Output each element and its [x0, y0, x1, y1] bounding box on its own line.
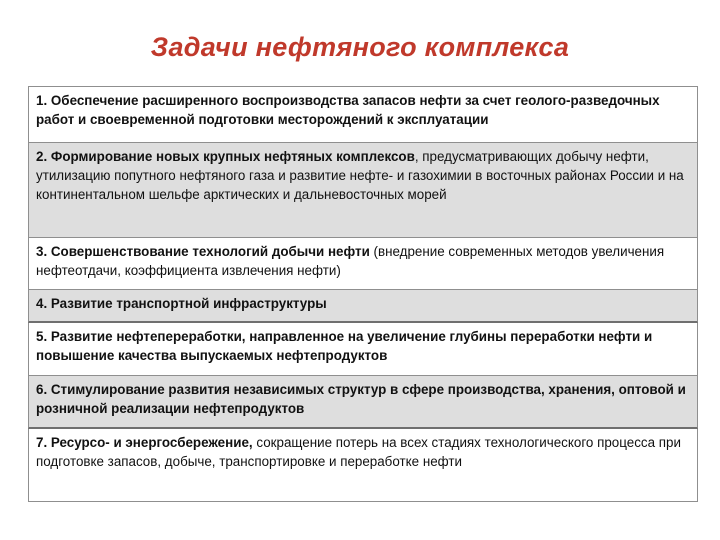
- task-heading: 6. Стимулирование развития независимых структур в сфере производства, хранения, оптовой и розничной реализации нефтепродуктов: [36, 382, 686, 416]
- page-title: Задачи нефтяного комплекса: [150, 32, 570, 62]
- task-description: сокращение потерь на всех стадиях технологического процесса при подготовке запасов, добыче, транспортировке и переработке нефти: [36, 435, 681, 469]
- task-description: (внедрение современных методов увеличения нефтеотдачи, коэффициента извлечения нефти): [36, 244, 665, 278]
- task-heading: 3. Совершенствование технологий добычи нефти: [36, 244, 370, 259]
- table-row: [28, 143, 698, 238]
- tasks-table: [28, 86, 698, 502]
- task-description: , предусматривающих добычу нефти, утилизацию попутного нефтяного газа и развитие нефте- и газохимии в восточных районах России и на континентальном шельфе арктических и дальневосточных морей: [36, 149, 684, 202]
- task-heading: 4. Развитие транспортной инфраструктуры: [36, 296, 327, 311]
- task-heading: 1. Обеспечение расширенного воспроизводства запасов нефти за счет геолого-разведочных работ и своевременной подготовки месторождений к эксплуатации: [36, 93, 660, 127]
- task-heading: 5. Развитие нефтепереработки, направленное на увеличение глубины переработки нефти и повышение качества выпускаемых нефтепродуктов: [36, 329, 653, 363]
- table-row: [28, 238, 698, 290]
- table-row: [28, 376, 698, 429]
- task-heading: 7. Ресурсо- и энергосбережение,: [36, 435, 253, 450]
- task-heading: 2. Формирование новых крупных нефтяных комплексов: [36, 149, 415, 164]
- table-row: [28, 290, 698, 323]
- table-row: [28, 87, 698, 143]
- table-row: [28, 429, 698, 502]
- table-row: [28, 323, 698, 376]
